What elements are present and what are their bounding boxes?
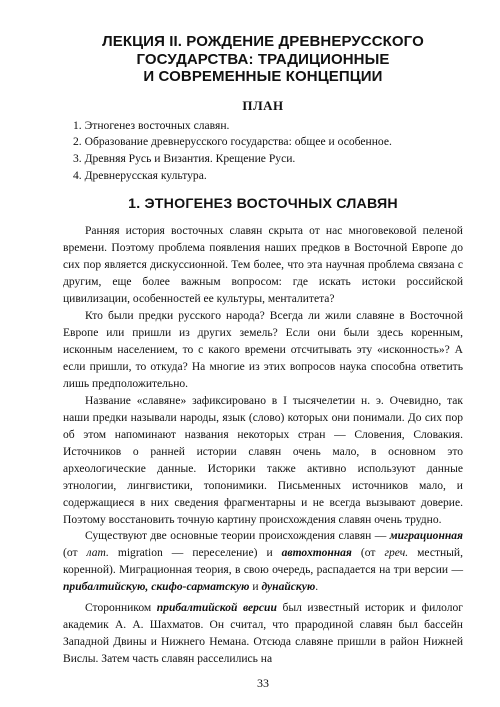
text-run: Сторонником <box>85 602 157 615</box>
abbr-latin: лат. <box>86 547 109 560</box>
plan-item: 4. Древнерусская культура. <box>73 168 207 182</box>
plan-item: 3. Древняя Русь и Византия. Крещение Руси. <box>73 151 296 165</box>
term-migration: миграционная <box>389 530 463 543</box>
text-run: местный, коренной). Миграционная теория, в свою очередь, распадается на три версии — <box>63 547 464 577</box>
text-run: Существуют две основные теории происхождения славян — <box>85 530 390 543</box>
plan-item: 2. Образование древнерусского государства: общее и особенное. <box>73 135 392 149</box>
lecture-title <box>63 33 463 86</box>
lecture-title-line: И СОВРЕМЕННЫЕ КОНЦЕПЦИИ <box>143 68 383 85</box>
paragraph: Кто были предки русского народа? Всегда ли жили славяне в Восточной Европе или пришли из других земель? Если они были здесь коренным, исконным населением, то с какого времени отсчитывать эту «исконность»? А если пришли, то откуда? На многие из этих вопросов наука способна ответить лишь предположительно. <box>63 310 463 390</box>
text-run: (от <box>351 547 385 560</box>
text-run: и <box>249 581 262 594</box>
term-danubian: дунайскую <box>261 581 316 594</box>
term-baltic-version: прибалтийской версии <box>156 602 277 615</box>
text-run: migration — переселение) и <box>108 547 282 560</box>
text-run: (от <box>63 547 87 560</box>
text-run: . <box>315 581 319 594</box>
plan-list <box>63 118 463 185</box>
abbr-greek: греч. <box>384 547 409 560</box>
term-versions: прибалтийскую, скифо-сарматскую <box>63 581 250 594</box>
page-number: 33 <box>257 676 269 690</box>
section-heading: 1. ЭТНОГЕНЕЗ ВОСТОЧНЫХ СЛАВЯН <box>128 196 398 213</box>
paragraph <box>63 600 463 668</box>
section-body <box>63 223 463 668</box>
paragraph <box>63 528 463 596</box>
plan-heading: ПЛАН <box>242 97 284 113</box>
lecture-title-line: ЛЕКЦИЯ II. РОЖДЕНИЕ ДРЕВНЕРУССКОГО <box>102 33 424 50</box>
text-run: был известный историк и филолог академик А. А. Шахматов. Он считал, что прародиной славян был бассейн Западной Двины и Нижнего Немана. Отсюда славяне пришли в район Нижней Вислы. Затем часть славян расселились на <box>63 602 463 666</box>
lecture-title-line: ГОСУДАРСТВА: ТРАДИЦИОННЫЕ <box>136 50 390 68</box>
plan-item: 1. Этногенез восточных славян. <box>73 118 230 132</box>
paragraph: Название «славяне» зафиксировано в I тысячелетии н. э. Очевидно, так наши предки называли народы, язык (слово) которых они понимали. До сих пор об этом напоминают названия некоторых стран — Словения, Словакия. Источников о ранней истории славян очень мало, в основном это археологические данные. Историки также активно используют данные этнологии, лингвистики, топонимики. Письменных источников мало, и содержащиеся в них сведения фрагментарны и не всегда вызывают доверие. Поэтому восстановить точную картину происхождения славян очень трудно. <box>63 394 463 526</box>
paragraph: Ранняя история восточных славян скрыта от нас многовековой пеленой времени. Поэтому проблема появления наших предков в Восточной Европе до сих пор является дискуссионной. Тем более, что эта научная проблема связана с другим, еще более важным вопросом: где искать истоки российской цивилизации, особенностей ее культуры, менталитета? <box>63 225 463 306</box>
term-autochthonous: автохтонная <box>281 547 352 560</box>
